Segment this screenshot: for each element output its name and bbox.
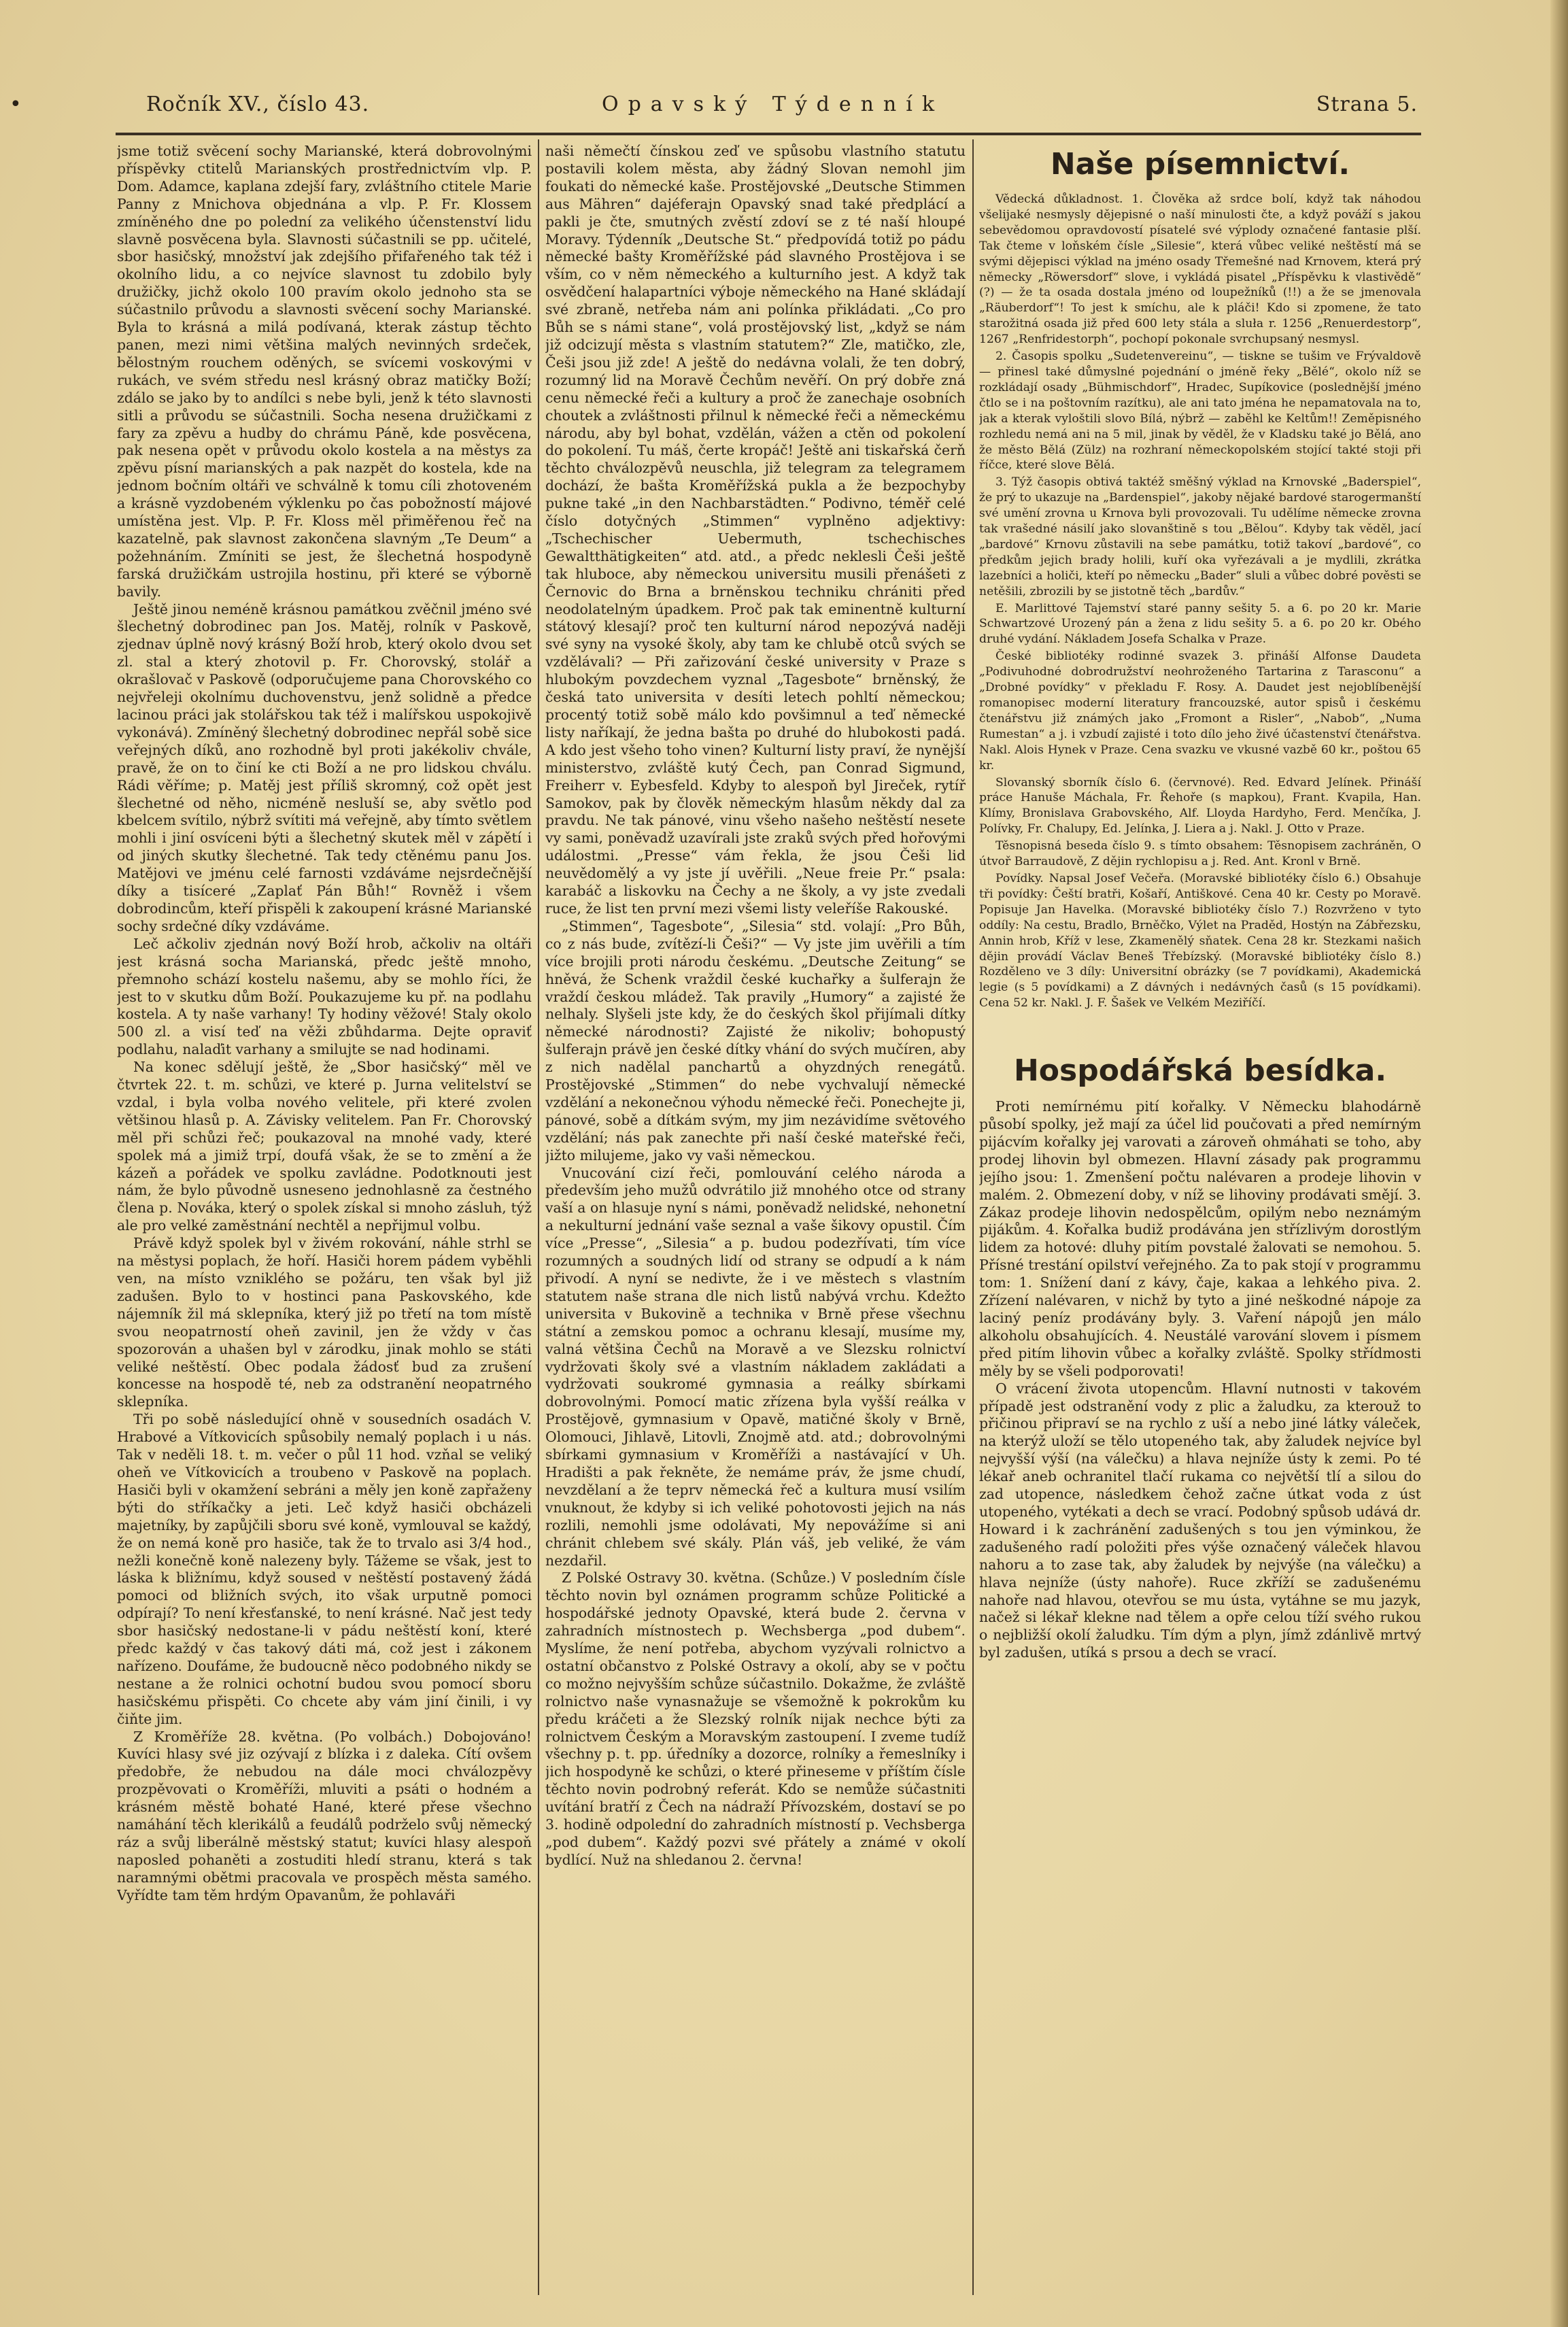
volume-issue: Ročník XV., číslo 43. — [146, 92, 370, 116]
literature-item: E. Marlittové Tajemství staré panny sešity 5. a 6. po 20 kr. Marie Schwartzové Urozený pán a žena z lidu sešity 5. a 6. po 20 kr. Obého druhé vydání. Nákladem Josefa Schalka v Praze. — [979, 601, 1421, 647]
paragraph: Vnucování cizí řeči, pomlouvání celého národa a především jeho mužů odvrátilo již mnohého otce od strany vaší a on hlasuje nyní s námi, poněvadž nelidské, nehonetní a nekulturní jednání vaše seznal a vaše šikovy opustil. Čím více „Presse“, „Silesia“ a p. budou podezřívati, tím více rozumných a soudných lidí od strany se odpudí a k nám přivodí. A nyní se nedivte, že i ve městech s vlastním statutem naše strana dle nich listů nabývá vrchu. Kdežto universita v Bukovině a technika v Brně přese všechnu státní a zemskou pomoc a ochranu klesají, musíme my, valná většina Čechů na Moravě a ve Slezsku rolnictví vydržovati školy své a vlastním nákladem zakládati a vydržovati soukromé gymnasia a reálky sbírkami dobrovolnými. Pomocí matic zřízena byla vyšší reálka v Prostějově, gymnasium v Opavě, matičné školy v Brně, Olomouci, Jihlavě, Litovli, Znojmě atd. atd.; dobrovolnými sbírkami gymnasium v Kroměříži a nastávající v Uh. Hradišti a pak řekněte, že nemáme práv, že jsme chudí, nevzdělaní a že teprv německá řeč a kultura musí vsilím vnuknout, že kdyby si ich veliké pohotovosti jejich na nás rozlili, nemohli jsme odolávati, My nepovážíme si ani chránit chlebem své skály. Plán váš, jeb veliké, že vám nezdařil. — [545, 1164, 966, 1569]
section-heading-agriculture: Hospodářská besídka. — [1013, 1053, 1387, 1089]
paragraph: Právě když spolek byl v živém rokování, náhle strhl se na městysi poplach, že hoří. Hasiči horem pádem vyběhli ven, na místo vzniklého se požáru, ten však byl již zadušen. Bylo to v hostinci pana Paskovského, kde nájemník žil má sklepníka, který již po třetí na tom místě svou neopatrností oheň zavinil, jen že vždy v čas spozorován a uhašen byl v zárodku, jinak mohlo se státi veliké neštěstí. Obec podala žádosť bud za zrušení koncesse na hospodě té, neb za odstranění neopatrného sklepníka. — [117, 1235, 532, 1410]
column-divider — [538, 139, 539, 2295]
paragraph: O vrácení života utopencům. Hlavní nutnosti v takovém případě jest odstranění vody z plic a žaludku, za kterouž to přičinou připraví se na rychlo z uší a nebo jiné látky váleček, na kterýž uloží se tělo utopeného tak, aby žaludek nejvíce byl nejvyšší výší (na válečku) a hlava nejníže ústy k zemi. Po té lékař aneb ochranitel tlačí rukama co největší tlí a silou do zad utopence, následkem čehož začne útkat voda z úst utopeného, vytékati a dech se vrací. Podobný spůsob udává dr. Howard i k zachránění zadušených s tou jen výminkou, že zadušeného radí položiti přes výše označený váleček hlavou nahoru a to zase tak, aby žaludek by nejvýše (na válečku) a hlava nejníže (ústy nahoře). Ruce zkříží se zadušenému nahoře nad hlavou, otevřou se mu ústa, vytáhne se mu jazyk, načež si lékař klekne nad tělem a opře celou tíží svého rukou o nejbližší okolí žaludku. Tím dým a plyn, jímž zdánlivě mrtvý byl zadušen, utíká s prsou a dech se vrací. — [979, 1380, 1421, 1661]
section-heading-literature: Naše písemnictví. — [1050, 147, 1350, 182]
edge-mark: • — [10, 92, 22, 116]
literature-item: Těsnopisná beseda číslo 9. s tímto obsahem: Těsnopisem zachráněn, O útvoř Barraudově, Z dějin rychlopisu a j. Red. Ant. Kronl v Brně. — [979, 839, 1421, 869]
paragraph: Proti nemírnému pití kořalky. V Německu blahodárně působí spolky, jež mají za účel lid poučovati a před nemírným pijácvím kořalky jej varovati a zároveň ohmáhati se toho, aby prodej lihovin byl obmezen. Hlavní zásady pak programmu jejího jsou: 1. Zmenšení počtu nalévaren a prodeje lihovin v malém. 2. Obmezení doby, v níž se lihoviny prodávati smějí. 3. Zákaz prodeje lihovin nedospělcům, opilým nebo neznámým pijákům. 4. Kořalka budiž prodávána jen střízlivým dorostlým lidem za hotové: dluhy pitím povstalé žalovati se nemohou. 5. Přísné trestání opilství veřejného. Za to pak stojí v programmu tom: 1. Snížení daní z kávy, čaje, kakaa a lehkého piva. 2. Zřízení nalévaren, v nichž by tyto a jiné neškodné nápoje za laciný peníz prodávány byly. 3. Vaření nápojů jen málo alkoholu obsahujících. 4. Neustálé varování slovem i písmem před pitím lihovin vůbec a kořalky zvláště. Spolky střídmosti měly by se všeli podporovati! — [979, 1098, 1421, 1379]
literature-item: České bibliotéky rodinné svazek 3. přináší Alfonse Daudeta „Podivuhodné dobrodružství neohroženého Tartarina z Tarasconu“ a „Drobné povídky“ v překladu F. Rosy. A. Daudet jest nejoblíbenější romanopisec moderní literatury francouzské, autor spisů i českému čtenářstvu již známých jako „Fromont a Risler“, „Nabob“, „Numa Rumestan“ a j. i vzbudí zajisté i toto dílo jeho živé účastenství čtenářstva. Nakl. Alois Hynek v Praze. Cena svazku ve vkusné vazbě 60 kr., poštou 65 kr. — [979, 649, 1421, 772]
literature-item: 2. Časopis spolku „Sudetenvereinu“, — tiskne se tušim ve Frývaldově — přinesl také důmyslné pojednání o jméně řeky „Bělé“, okolo níž se rozkládají osady „Bühmischdorf“, Hradec, Supíkovice (poslednější jméno čtlo se i na poštovním razítku), ale ani tato jména he nepamatovala na to, jak a kterak vyloštili slovo Bílá, nýbrž — zaběhl ke Keltům!! Zeměpisného rozhledu nemá ani na 5 mil, jinak by věděl, že v Kladsku také jo Bělá, ano že město Bělá (Zülz) na rozhraní německopolském stojící takté stoji při říčce, které slove Bělá. — [979, 350, 1421, 473]
paragraph: naši němečtí čínskou zeď ve spůsobu vlastního statutu postavili kolem města, aby žádný Slovan nemohl jim foukati do německé kaše. Prostějovské „Deutsche Stimmen aus Mähren“ dajéferajn Opavský snad také předplácí a pakli je čte, smutných zvěstí zdoví se z té naší hloupé Moravy. Týdenník „Deutsche St.“ předpovídá totiž po pádu německé bašty Kroměřížské pád slavného Prostějova i se vším, co v něm německého a kulturního jest. A když tak osvědčení halapartníci výboje německého na Hané skládají své zbraně, netřeba nám ani polínka přikládati. „Co pro Bůh se s námi stane“, volá prostějovský list, „když se nám již odcizují města s vlastním statutem?“ Zle, matičko, zle, Češi jsou již zde! A ještě do nedávna volali, že ten dobrý, rozumný lid na Moravě Čechům nevěří. On prý dobře zná cenu německé řeči a kultury a proč že zanechaje osobních choutek a zvláštnosti přilnul k německé řeči a německému národu, aby byl bohat, vzdělán, vážen a ctěn od pokolení do pokolení. Tu máš, čerte kropáč! Ještě ani tiskařská čerň těchto chválozpěvů neuschla, již telegram za telegramem dochází, že bašta Kroměřížská pukla a že bezpochyby pukne také „in den Nachbarstädten.“ Podivno, téměř celé číslo dotyčných „Stimmen“ vyplněno adjektivy: „Tschechischer Uebermuth, tschechisches Gewaltthätigkeiten“ atd. atd., a předc neklesli Češi ještě tak hluboce, aby německou universitu musili přenášeti z Černovic do Brna a brněnskou techniku chrániti před neodolatelným úpadkem. Proč pak tak eminentně kulturní státový klesají? proč ten kulturní národ nepozývá naději své syny na vysoké školy, aby tam ke chlubě otců svých se vzdělávali? — Při zařizování české university v Praze s hlubokým povzdechem vyznal „Tagesbote“ brněnský, že česká tato universita v desíti letech pohltí německou; procentý totiž sobě málo kdo povšimnul a teď německé listy naříkají, že jedna bašta po druhé do hlubokosti padá. A kdo jest všeho toho vinen? Kulturní listy praví, že nynější ministerstvo, zvláště kutý Čech, pan Conrad Sigmund, Freiherr v. Eybesfeld. Kdyby to alespoň byl Jireček, rytíř Samokov, pak by člověk německým hlasům někdy dal za pravdu. Ne tak pánové, vinu všeho našeho neštěstí nesete vy sami, poněvadž uzavírali jste zraků svých před hořovými událostmi. „Presse“ vám řekla, že jsou Češi lid neuvědomělý a vy jste jí uvěřili. „Neue freie Pr.“ psala: karabáč a liskovku na Čechy a ne školy, a vy jste zvedali ruce, že list ten první mezi všemi listy veleříše Rakouské. — [545, 143, 966, 917]
literature-item: Vědecká důkladnost. 1. Člověka až srdce bolí, když tak náhodou všelijaké nesmysly dějepisné o naší minulosti čte, a když pováží s jakou sebevědomou opravdovostí písatelé své výplody označené fantasie plší. Tak čteme v loňském čísle „Silesie“, která vůbec veliké neštěstí má se svými dějepisci výklad na jméno osady Třemešné nad Krnovem, která prý německy „Röwersdorf“ slove, i vykládá pisatel „Příspěvku k vlastivědě“ (?) — že ta osada dostala jméno od loupežníků (!!) a že se jmenovala „Räuberdorf“! To jest k smíchu, ale k pláči! Kdo si zpomene, že tato starožitná osada již před 600 lety stála a sluła r. 1256 „Renuerdestorp“, 1267 „Renfridestorph“, pochopí pokonale svrchupsaný nesmysl. — [979, 192, 1421, 347]
literature-item: 3. Týž časopis obtivá taktéž směšný výklad na Krnovské „Baderspiel“, že prý to ukazuje na „Bardenspiel“, jakoby nějaké bardové starogermanští své umění zrovna u Krnova byli provozovali. Tu udělíme německe zrovna tak vrašedné násilí jako slovanštině s tou „Bělou“. Kdyby tak věděl, jací „bardové“ Krnovu zůstavili na sebe památku, totiž takoví „bardové“, co předkům jejich brady holili, kuří oka vyřezávali a je mydlili, zkrátka lazebníci a holiči, kteří po německu „Bader“ sluli a vůbec dobré pověsti se netěšili, zbrozili by se jistotně těch „bardův.“ — [979, 475, 1421, 598]
header-rule — [116, 133, 1421, 135]
column-2 — [545, 143, 966, 2285]
column-divider — [972, 139, 974, 2295]
newspaper-title: Opavský Týdenník — [602, 92, 944, 116]
literature-item: Povídky. Napsal Josef Večeřa. (Moravské bibliotéky číslo 6.) Obsahuje tři povídky: Čeští bratři, Košaří, Antiškové. Cena 40 kr. Cesty po Moravě. Popisuje Jan Havelka. (Moravské bibliotéky číslo 7.) Rozvrženo v tyto oddíly: Na cestu, Bradlo, Brněčko, Výlet na Praděd, Hostýn na Zábřezsku, Annin hrob, Kříž v lese, Zkamenělý sňatek. Cena 28 kr. Stezkami našich dějin provádí Václav Beneš Třebízský. (Moravské bibliotéky číslo 8.) Rozděleno ve 3 díly: Universitní obrázky (se 7 povídkami), Akademická legie (s 5 povídkami) a Z dávných i nedávných časů (s 15 povídkami). Cena 52 kr. Nakl. J. F. Šašek ve Velkém Meziříčí. — [979, 871, 1421, 1010]
binding-edge — [1550, 0, 1568, 2327]
literature-item: Slovanský sborník číslo 6. (červnové). Red. Edvard Jelínek. Přináší práce Hanuše Máchala, Fr. Řehoře (s mapkou), Frant. Kvapila, Han. Klímy, Bronislava Grabovského, Alf. Lloyda Hardyho, Ferd. Menčíka, J. Polívky, Fr. Chalupy, Ed. Jelínka, J. Liera a j. Nakl. J. Otto v Praze. — [979, 775, 1421, 836]
paragraph: jsme totiž svěcení sochy Marianské, která dobrovolnými příspěvky ctitelů Marianských prostřednictvím vlp. P. Dom. Adamce, kaplana zdejší fary, zvláštního ctitele Marie Panny z Mnichova objednána a vlp. P. Fr. Klossem zmíněného dne po polední za velikého účenstenství lidu slavně posvěcena byla. Slavnosti súčastnili se pp. učitelé, sbor hasičský, množství jak zdejšího přifařeného tak též i okolního lidu, a co nejvíce slavnost tu zdobilo byly družičky, jichž okolo 100 pravím okolo jednoho sta se súčastnilo průvodu a slavnosti svěcení sochy Marianské. Byla to krásná a milá podívaná, kterak zástup těchto panen, mezi nimi většina malých nevinných srdeček, bělostným rouchem oděných, se svícemi voskovými v rukách, ve svém středu nesl krásný obraz matičky Boží; zdálo se jako by to andílci s nebe byli, jenž k této slavnosti sitli a průvodu se súčastnili. Socha nesena družičkami z fary za zpěvu a hudby do chrámu Páně, kde posvěcena, pak nesena opět v průvodu okolo kostela a na městys za zpěvu písní marianských a pak nazpět do kostela, kde na jednom bočním oltáři ve schválně k tomu cíli zhotoveném a krásně vyzdobeném výklenku po čas pobožností májové umístěna jest. Vlp. P. Fr. Kloss měl přiměřenou řeč na kazatelně, pak slavnost zakončena slavným „Te Deum“ a požehnáním. Zmíniti se jest, že šlechetná hospodyně farská družičkám ustrojila hostinu, při které se výborně bavily. — [117, 143, 532, 600]
column-1 — [117, 143, 532, 2285]
paragraph: Ještě jinou neméně krásnou památkou zvěčnil jméno své šlechetný dobrodinec pan Jos. Matěj, rolník v Paskově, zjednav úplně nový krásný Boží hrob, který okolo dvou set zl. stal a který zhotovil p. Fr. Chorovský, stolář a okrašlovač v Paskově (odporučujeme pana Chorovského co nejvřeleji okolnímu duchovenstvu, jenž solidně a předce lacinou práci jak stolářskou tak též i malířskou uspokojivě vykonává). Zmíněný šlechetný dobrodinec nepřál sobě sice veřejných díků, ano rozhodně byl proti jakékoliv chvále, pravě, že on to činí ke cti Boží a ne pro lidskou chválu. Rádi věříme; p. Matěj jest příliš skromný, což opět jest šlechetné od něho, nicméně nesluší se, aby světlo pod kbelcem svítilo, nýbrž svítiti má veřejně, aby tímto světlem mohli i jiní osvíceni býti a šlechetný skutek měl v zápětí i od jiných skutky šlechetné. Tak tedy ctěnému panu Jos. Matějovi ve jménu celé farnosti vzdáváme nejsrdečnější díky a tisíceré „Zaplať Pán Bůh!“ Rovněž i všem dobrodincům, kteří přispěli k zakoupení krásné Marianské sochy srdečné díky vzdáváme. — [117, 600, 532, 934]
page-number: Strana 5. — [1316, 92, 1418, 116]
paragraph: Tři po sobě následující ohně v sousedních osadách V. Hrabové a Vítkovicích spůsobily nemalý poplach i u nás. Tak v neděli 18. t. m. večer o půl 11 hod. vzňal se veliký oheň ve Vítkovicích a troubeno v Paskově na poplach. Hasiči byli v okamžení sebráni a měly jen koně zapřaženy býti do stříkačky a jeti. Leč když hasiči obcházeli majetníky, by zapůjčili sboru své koně, vymlouval se každý, že on nemá koně pro hasiče, tak že to trvalo asi 3/4 hod., nežli konečně koně nalezeny byly. Tážeme se však, jest to láska k bližnímu, když soused v neštěstí postavený žádá pomoci od bližních svých, ito však urputně pomoci odpírají? To není křesťanské, to není krásné. Nač jest tedy sbor hasičský nedostane-li v pádu neštěstí koní, které předc každý v čas takový dáti má, což jest i zákonem nařízeno. Doufáme, že budoucně něco podobného nikdy se nestane a že rolnici ochotní budou svou pomocí sboru hasičskému přispěti. Co chcete aby vám jiní činili, i vy čiňte jim. — [117, 1411, 532, 1727]
paragraph: Leč ačkoliv zjednán nový Boží hrob, ačkoliv na oltáři jest krásná socha Marianská, předc ještě mnoho, přemnoho schází kostelu našemu, aby se mohlo říci, že jest to v skutku dům Boží. Poukazujeme ku př. na podlahu kostela. A ty naše varhany! Ty hodiny věžové! Staly okolo 500 zl. a visí teď na věži zbůhdarma. Dejte opraviť podlahu, nalaďit varhany a smilujte se nad hodinami. — [117, 935, 532, 1058]
paragraph: Z Kroměříže 28. května. (Po volbách.) Dobojováno! Kuvíci hlasy své jiz ozývají z blízka i z daleka. Cítí ovšem předobře, že nebudou na dále moci chválozpěvy prozpěvovati o Kroměříži, mluviti a psáti o hodném a krásném městě bohaté Hané, které přese všechno namáhání těch klerikálů a feudálů podrželo svůj německý ráz a svůj liberálně městský statut; kuvíci hlasy alespoň naposled pohaněti a zostuditi hledí stranu, která s tak naramnými obětmi pracovala ve prospěch města samého. Vyřídte tam těm hrdým Opavanům, že pohlaváři — [117, 1728, 532, 1903]
paragraph: Z Polské Ostravy 30. května. (Schůze.) V posledním čísle těchto novin byl oznámen programm schůze Politické a hospodářské jednoty Opavské, která bude 2. června v zahradních místnostech p. Wechsberga „pod dubem“. Myslíme, že není potřeba, abychom vyzývali rolnictvo a ostatní občanstvo z Polské Ostravy a okolí, aby se v počtu co možno nejvyšším schůze súčastnilo. Dokažme, že zvláště rolnictvo naše vynasnažuje se všemožně k pokrokům ku předu kráčeti a že Slezský rolník nijak nechce býti za rolnictvem Českým a Moravským zastoupení. I zveme tudíž všechny p. t. pp. úředníky a dozorce, rolníky a řemeslníky i jich hospodyně ke schůzi, o které přineseme v příštím čísle těchto novin podrobný referát. Kdo se nemůže súčastniti uvítání bratří z Čech na nádraží Přívozském, dostaví se po 3. hodině odpolední do zahradních místností p. Vechsberga „pod dubem“. Každý pozvi své přátely a známé v okolí bydlící. Nuž na shledanou 2. června! — [545, 1569, 966, 1868]
paragraph: Na konec sdělují ještě, že „Sbor hasičský“ měl ve čtvrtek 22. t. m. schůzi, ve které p. Jurna velitelství se vzdal, i byla volba nového velitele, při které zvolen většinou hlasů p. A. Závisky velitelem. Pan Fr. Chorovský měl při schůzi řeč; poukazoval na mnohé vady, které spolek má a jimiž trpí, doufá však, že se to změní a že kázeň a pořádek ve spolku zavládne. Podotknouti jest nám, že bylo původně usneseno jednohlasně za čestného člena p. Nováka, který o spolek získal si mnoho zásluh, týž ale pro velké zaměstnání nechtěl a nepřijmul volbu. — [117, 1059, 532, 1234]
running-header — [146, 87, 1418, 128]
paragraph: „Stimmen“, Tagesbote“, „Silesia“ std. volají: „Pro Bůh, co z nás bude, zvítězí-li Češi?“ — Vy jste jim uvěřili a tím více brojili proti národu českému. „Deutsche Zeitung“ se hněvá, že Schenk vraždil české kuchařky a šulferajn že vraždí českou mládež. Tak pravily „Humory“ a zajisté že nelhaly. Slyšeli jste kdy, že do českých škol přijímali dítky německé národnosti? Zajisté že nikoliv; bohopustý šulferajn právě jen české dítky vhání do svých mučíren, aby z nich nadělal panchartů a ohyzdných renegátů. Prostějovské „Stimmen“ do nebe vychvalují německé vzdělání a nekonečnou výhodu německé řeči. Ponechejte ji, pánové, sobě a dítkám svým, my jim nezávidíme světového vzdělání; nás pak zanechte při naší české mateřské řeči, jižto milujeme, jako vy vaši německou. — [545, 917, 966, 1164]
column-3 — [979, 143, 1421, 2285]
literature-section — [979, 192, 1421, 1011]
